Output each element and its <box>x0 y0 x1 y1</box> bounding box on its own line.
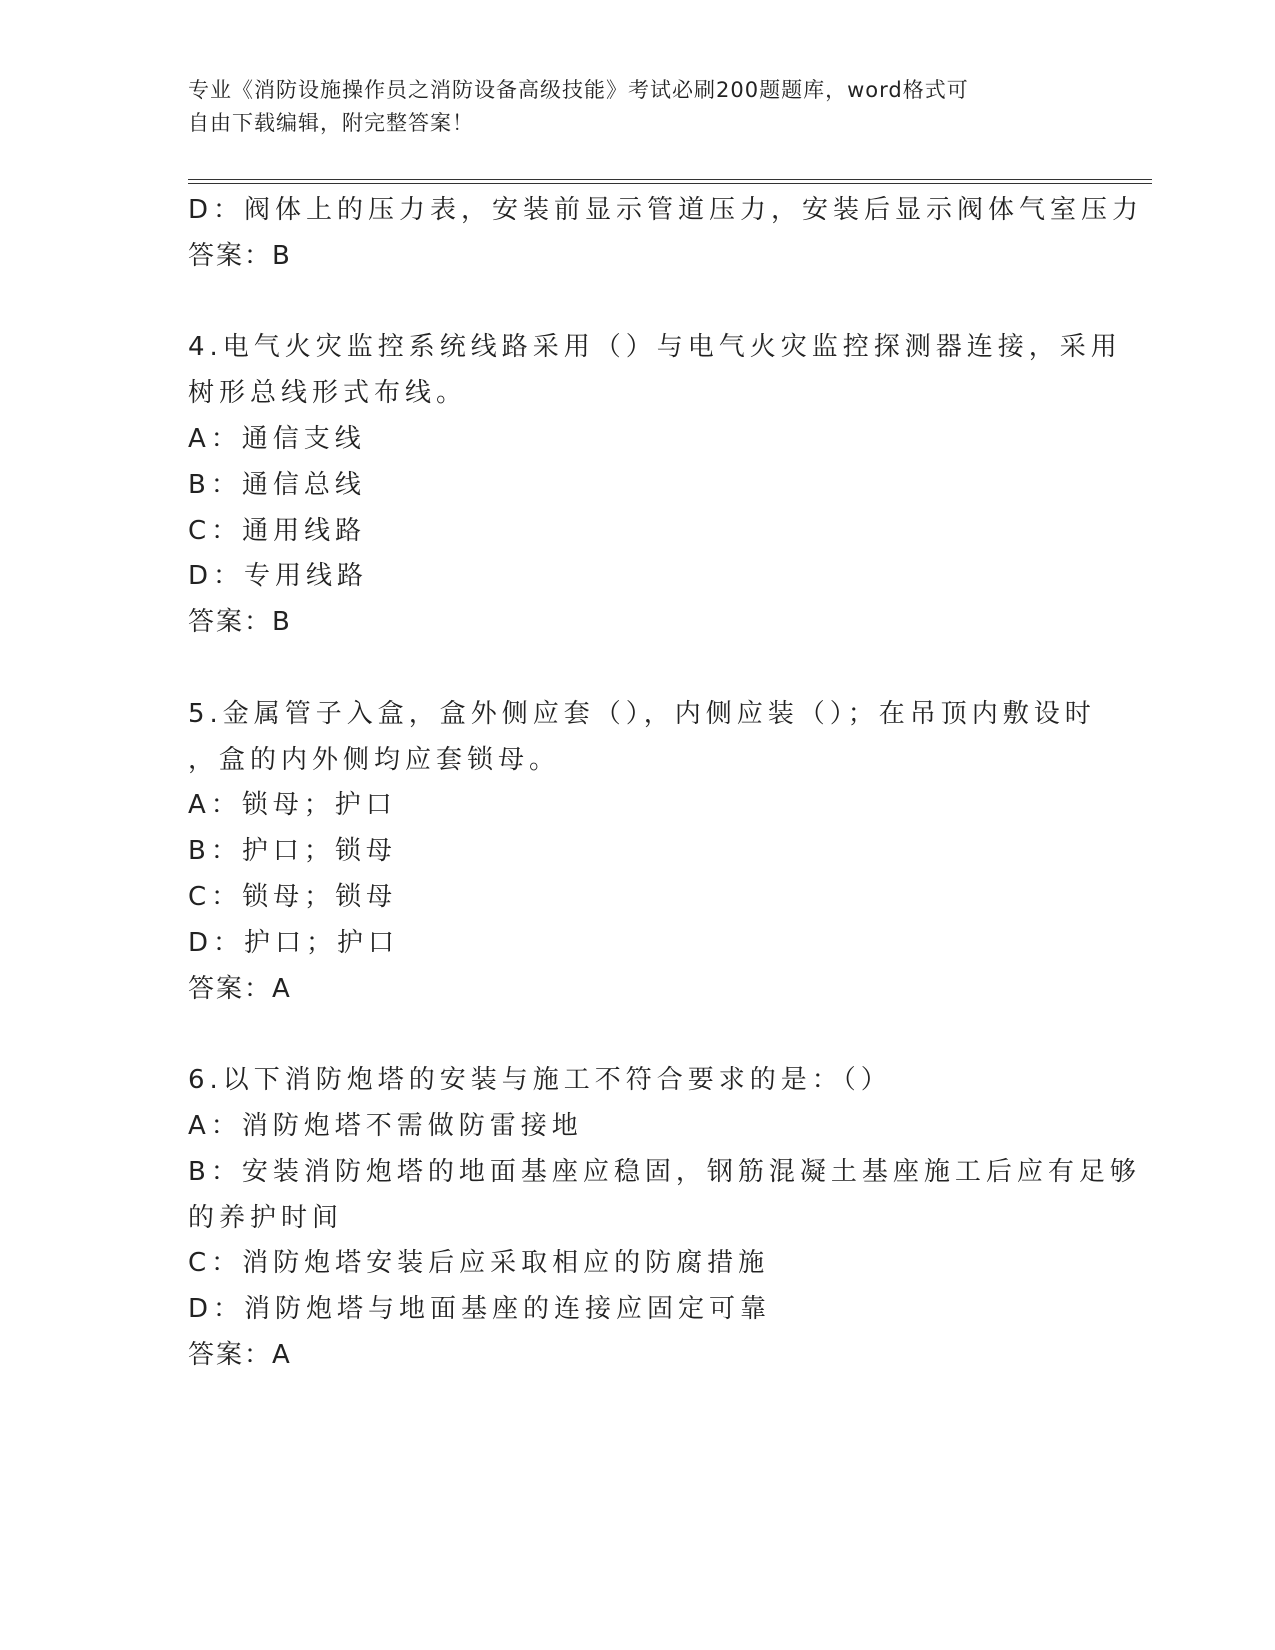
spacer <box>188 646 1108 692</box>
q6-option-b-line-1: B：安装消防炮塔的地面基座应稳固，钢筋混凝土基座施工后应有足够 <box>188 1156 1141 1187</box>
header-divider-bottom <box>188 183 1152 184</box>
q5-option-a: A：锁母；护口 <box>188 790 397 821</box>
q5-stem-line-2: ，盒的内外侧均应套锁母。 <box>188 744 561 775</box>
q6-answer: 答案：A <box>188 1339 292 1370</box>
q4-option-a: A：通信支线 <box>188 423 366 454</box>
q5-option-b: B：护口；锁母 <box>188 836 397 867</box>
header-title-line-1: 专业《消防设施操作员之消防设备高级技能》考试必刷200题题库，word格式可 <box>188 78 969 102</box>
q5-option-d: D：护口；护口 <box>188 927 400 958</box>
q4-option-c: C：通用线路 <box>188 515 367 546</box>
q5-stem-line-1: 5.金属管子入盒，盒外侧应套（），内侧应装（）；在吊顶内敷设时 <box>188 698 1096 729</box>
question-5 <box>188 692 1108 1013</box>
q6-option-c: C：消防炮塔安装后应采取相应的防腐措施 <box>188 1248 770 1279</box>
q6-option-d: D：消防炮塔与地面基座的连接应固定可靠 <box>188 1294 772 1325</box>
q4-stem-line-1: 4.电气火灾监控系统线路采用（）与电气火灾监控探测器连接，采用 <box>188 332 1122 363</box>
question-6 <box>188 1058 1141 1379</box>
q4-stem-line-2: 树形总线形式布线。 <box>188 378 468 409</box>
document-header <box>188 74 1068 140</box>
spacer <box>188 280 1108 326</box>
q3-answer: 答案：B <box>188 240 292 271</box>
q3-option-d: D：阀体上的压力表，安装前显示管道压力，安装后显示阀体气室压力 <box>188 195 1144 225</box>
question-3-tail <box>188 188 1144 280</box>
header-title-line-2: 自由下载编辑，附完整答案！ <box>188 111 474 135</box>
q4-option-b: B：通信总线 <box>188 469 366 500</box>
header-divider-top <box>188 179 1152 180</box>
q6-option-a: A：消防炮塔不需做防雷接地 <box>188 1110 583 1141</box>
q4-answer: 答案：B <box>188 607 292 638</box>
question-4 <box>188 325 1122 646</box>
q6-stem: 6.以下消防炮塔的安装与施工不符合要求的是：（） <box>188 1065 892 1096</box>
q5-option-c: C：锁母；锁母 <box>188 881 398 912</box>
q5-answer: 答案：A <box>188 973 292 1004</box>
q4-option-d: D：专用线路 <box>188 561 369 592</box>
q6-option-b-line-2: 的养护时间 <box>188 1202 344 1233</box>
spacer <box>188 1012 1108 1058</box>
question-list <box>188 188 1144 1379</box>
